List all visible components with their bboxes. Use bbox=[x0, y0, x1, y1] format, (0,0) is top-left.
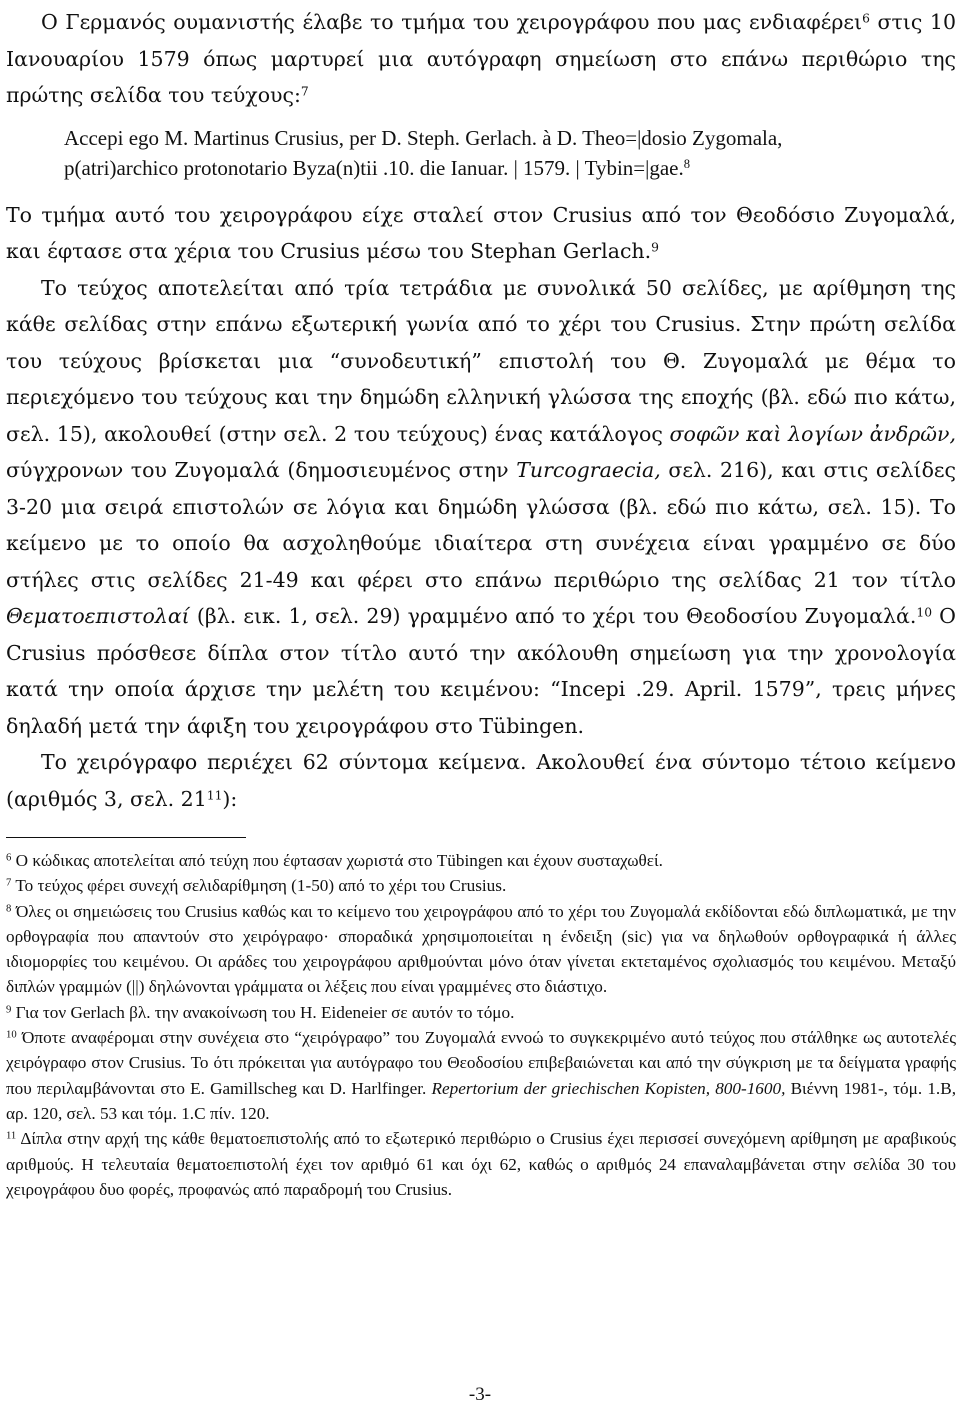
footnote-7 bbox=[6, 873, 956, 898]
paragraph-4 bbox=[6, 744, 956, 817]
footnote-8 bbox=[6, 899, 956, 1000]
footnote-number: 7 bbox=[6, 877, 12, 889]
footnote-ref-8: 8 bbox=[683, 156, 691, 171]
paragraph-3-text-d: (βλ. εικ. 1, σελ. 29) γραμμένο από το χέρι του Θεοδοσίου Ζυγομαλά. bbox=[189, 604, 917, 628]
footnote-text: Ο κώδικας αποτελείται από τεύχη που έφτασαν χωριστά στο Tübingen και έχουν συσταχωθεί. bbox=[15, 851, 663, 870]
quote-line-1: Accepi ego M. Martinus Crusius, per D. Steph. Gerlach. à D. Theo=|dosio Zygomala, bbox=[64, 125, 783, 150]
footnote-text: Όλες οι σημειώσεις του Crusius καθώς και το κείμενο του χειρογράφου από το χέρι του Ζυγομαλά εκδίδονται εδώ διπλωματικά, με την ορθογραφία που απαντούν στο χειρόγραφο· σποραδικά χρησιμοποιείται η ένδειξη (sic) για να δηλωθούν ορθογραφικά ή άλλες ιδιομορφίες του κειμένου. Οι αράδες του χειρογράφου αριθμούνται μόνο όταν γίνεται εκτεταμένος σχολιασμός του κειμένου. Μεταξύ διπλών γραμμών (||) δηλώνονται γράμματα οι λέξεις που είναι γραμμένες στο διάστιχο. bbox=[6, 901, 956, 997]
footnote-number: 11 bbox=[6, 1130, 17, 1142]
footnote-10 bbox=[6, 1025, 956, 1126]
footnote-11 bbox=[6, 1126, 956, 1202]
footnote-text: Δίπλα στην αρχή της κάθε θεματοεπιστολής από το εξωτερικό περιθώριο ο Crusius έχει περισσεί συνεχόμενη αρίθμηση με αραβικούς αριθμούς. Η τελευταία θεματοεπιστολή έχει τον αριθμό 61 και όχι 62, καθώς ο αριθμός 24 επαναλαμβάνεται στην σελίδα 30 του χειρογράφου δυο φορές, προφανώς από παραδρομή του Crusius. bbox=[6, 1129, 956, 1199]
footnote-ref-6: 6 bbox=[862, 11, 870, 26]
footnote-ref-11: 11 bbox=[206, 787, 223, 802]
italic-title-turcograecia: Turcograecia, bbox=[516, 458, 661, 482]
footnote-number: 6 bbox=[6, 852, 12, 864]
footnote-text: Για τον Gerlach βλ. την ανακοίνωση του H. Eideneier σε αυτόν το τόμο. bbox=[15, 1002, 515, 1022]
paragraph-1 bbox=[6, 4, 956, 114]
paragraph-1-text: Ο Γερμανός ουμανιστής έλαβε το τμήμα του χειρογράφου που μας ενδιαφέρει bbox=[41, 10, 863, 34]
paragraph-4-text: Το χειρόγραφο περιέχει 62 σύντομα κείμενα. Ακολουθεί ένα σύντομο τέτοιο κείμενο (αριθμός 3, σελ. 21 bbox=[6, 750, 956, 811]
paragraph-2-text: Το τμήμα αυτό του χειρογράφου είχε σταλεί στον Crusius από τον Θεοδόσιο Ζυγομαλά, και έφτασε στα χέρια του Crusius μέσω του Stephan Gerlach. bbox=[6, 202, 956, 263]
footnote-9 bbox=[6, 1000, 956, 1025]
paragraph-3 bbox=[6, 270, 956, 745]
paragraph-3-text-b: σύγχρονων του Ζυγομαλά (δημοσιευμένος στην bbox=[6, 458, 517, 482]
footnote-ref-9: 9 bbox=[651, 240, 659, 255]
footnote-number: 10 bbox=[6, 1029, 17, 1041]
paragraph-4-end: ): bbox=[222, 786, 238, 811]
footnote-ref-10: 10 bbox=[916, 605, 933, 620]
paragraph-3-text-e: Ο Crusius πρόσθεσε δίπλα στον τίτλο αυτό την ακόλουθη σημείωση για την χρονολογία κατά την οποία άρχισε την μελέτη του κειμένου: “Incepi .29. April. 1579”, τρεις μήνες δηλαδή μετά την άφιξη του χειρογράφου στο Tübingen. bbox=[6, 604, 956, 738]
footnote-text-cont: Βιέννη 1981-, τόμ. 1.B, αρ. 120, σελ. 53 και τόμ. 1.C πίν. 120. bbox=[6, 1078, 956, 1123]
paragraph-3-text: Το τεύχος αποτελείται από τρία τετράδια με συνολικά 50 σελίδες, με αρίθμηση της κάθε σελίδας στην επάνω εξωτερική γωνία από το χέρι του Crusius. Στην πρώτη σελίδα του τεύχους βρίσκεται μια “συνοδευτική” επιστολή του Θ. Ζυγομαλά με θέμα το περιεχόμενο του τεύχους και την δημώδη ελληνική γλώσσα της εποχής (βλ. εδώ πιο κάτω, σελ. 15), ακολουθεί (στην σελ. 2 του τεύχους) ένας κατάλογος bbox=[6, 275, 956, 446]
italic-phrase: σοφῶν καὶ λογίων ἀνδρῶν, bbox=[669, 421, 956, 446]
page-number: -3- bbox=[468, 1384, 492, 1405]
paragraph-2 bbox=[6, 197, 956, 270]
italic-title-thematoepistolai: Θεματοεπιστολαί bbox=[6, 604, 190, 628]
footnote-text: Το τεύχος φέρει συνεχή σελιδαρίθμηση (1-50) από το χέρι του Crusius. bbox=[15, 876, 507, 896]
footnote-divider bbox=[6, 837, 246, 838]
quote-line-2: p(atri)archico protonotario Byza(n)tii .10. die Ianuar. | 1579. | Tybin=|gae. bbox=[64, 155, 684, 180]
footnote-ref-7: 7 bbox=[300, 84, 309, 99]
main-text bbox=[6, 0, 956, 1202]
footnote-number: 8 bbox=[6, 903, 12, 915]
paragraph-1-text-cont: στις 10 Ιανουαρίου 1579 όπως μαρτυρεί μια αυτόγραφη σημείωση στο επάνω περιθώριο της πρώτης σελίδα του τεύχους: bbox=[6, 10, 956, 107]
paragraph-3-text-c: σελ. 216), και στις σελίδες 3-20 μια σειρά επιστολών σε λόγια και δημώδη γλώσσα (βλ. εδώ πιο κάτω, σελ. 15). Το κείμενο με το οποίο θα ασχοληθούμε ιδιαίτερα στη συνέχεια είναι γραμμένο σε δύο στήλες στις σελίδες 21-49 και φέρει στο επάνω περιθώριο της σελίδας 21 τον τίτλο bbox=[6, 458, 957, 592]
latin-quotation bbox=[64, 123, 956, 183]
footnote-text: Όποτε αναφέρομαι στην συνέχεια στο “χειρόγραφο” του Ζυγομαλά εννοώ το συγκεκριμένο αυτό τεύχος που στάλθηκε ως αυτοτελές χειρόγραφο στον Crusius. Το ότι πρόκειται για αυτόγραφο του Θεοδοσίου επιβεβαιώνεται και από την σύγκριση με τα δείγματα γραφής που περιλαμβάνονται στο E. Gamillscheg και D. Harlfinger. bbox=[6, 1028, 957, 1098]
footnote-6 bbox=[6, 848, 956, 873]
footnote-italic-title: Repertorium der griechischen Kopisten, 800-1600, bbox=[431, 1078, 786, 1098]
footnote-number: 9 bbox=[6, 1004, 12, 1016]
